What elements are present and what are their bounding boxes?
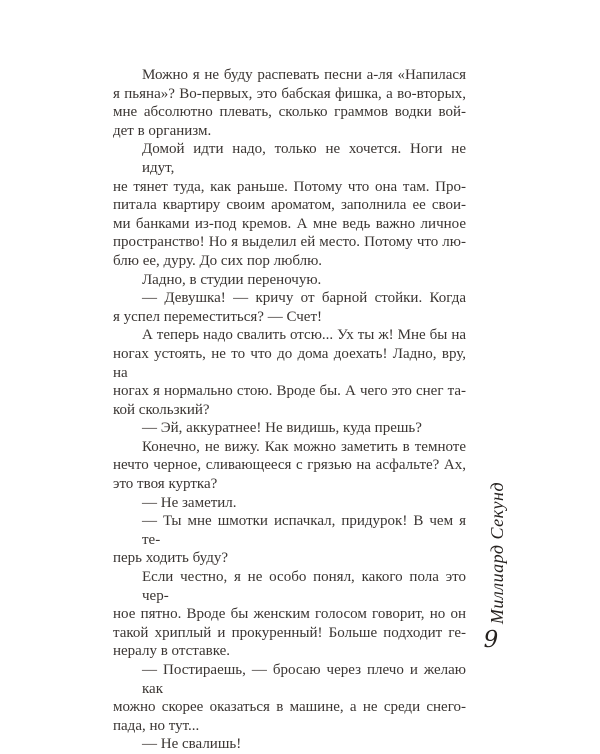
paragraph — [113, 140, 466, 270]
paragraph — [113, 568, 466, 661]
text-line: перь ходить буду? — [113, 550, 228, 567]
paragraph — [113, 419, 466, 438]
text-line: пада, но тут... — [113, 717, 200, 734]
paragraph — [113, 512, 466, 568]
text-line: нечто черное, сливающееся с грязью на асфальте? Ах, — [113, 457, 466, 474]
text-line: — Эй, аккуратнее! Не видишь, куда прешь? — [142, 420, 422, 437]
spine-title: Миллиард Секунд — [486, 481, 507, 625]
text-line: я успел переместиться? — Счет! — [113, 308, 323, 325]
text-line: питала квартиру своим ароматом, заполнила ее свои- — [113, 197, 466, 214]
text-line: ногах я нормально стою. Вроде бы. А чего это снег та- — [113, 383, 466, 400]
paragraph — [113, 661, 466, 735]
text-line: — Постираешь, — бросаю через плечо и желаю как — [142, 662, 466, 697]
text-line: пространство! Но я выделил ей место. Потому что лю- — [113, 234, 466, 251]
paragraph — [113, 289, 466, 326]
text-line: ми банками из-под кремов. А мне ведь важно личное — [113, 215, 466, 232]
paragraph — [113, 66, 466, 140]
text-line: мне абсолютно плевать, сколько граммов водки вой- — [113, 104, 466, 121]
text-line: — Не заметил. — [142, 494, 237, 511]
text-block — [113, 66, 466, 754]
text-line: дет в организм. — [113, 122, 212, 139]
page-number: 9 — [483, 627, 499, 653]
text-line: такой хриплый и прокуренный! Больше подходит ге- — [113, 624, 466, 641]
text-line: ногах устоять, не то что до дома доехать! Ладно, вру, на — [113, 345, 466, 381]
text-line: нералу в отставке. — [113, 643, 231, 660]
text-line: не тянет туда, как раньше. Потому что она там. Про- — [113, 178, 466, 195]
paragraph — [113, 438, 466, 494]
text-line: — Девушка! — кричу от барной стойки. Когда — [142, 290, 466, 307]
text-line: это твоя куртка? — [113, 476, 218, 493]
text-line: Конечно, не вижу. Как можно заметить в темноте — [142, 438, 466, 455]
text-line: я пьяна»? Во-первых, это бабская фишка, а во-вторых, — [113, 85, 466, 102]
text-line: — Не свалишь! — [142, 736, 242, 753]
text-line: можно скорее оказаться в машине, а не среди снего- — [113, 699, 466, 716]
text-line: А теперь надо свалить отсю... Ух ты ж! Мне бы на — [142, 327, 466, 344]
text-line: кой скользкий? — [113, 401, 210, 418]
paragraph — [113, 494, 466, 513]
paragraph — [113, 271, 466, 290]
paragraph — [113, 326, 466, 419]
text-line: Домой идти надо, только не хочется. Ноги не идут, — [142, 141, 466, 176]
text-line: — Ты мне шмотки испачкал, придурок! В чем я те- — [142, 513, 466, 548]
text-line: Если честно, я не особо понял, какого пола это чер- — [142, 569, 466, 604]
text-line: Можно я не буду распевать песни а-ля «Напилася — [142, 67, 466, 83]
text-line: Ладно, в студии переночую. — [142, 271, 322, 288]
text-line: ное пятно. Вроде бы женским голосом говорит, но он — [113, 606, 466, 623]
text-line: блю ее, дуру. До сих пор люблю. — [113, 252, 323, 269]
paragraph — [113, 735, 466, 754]
